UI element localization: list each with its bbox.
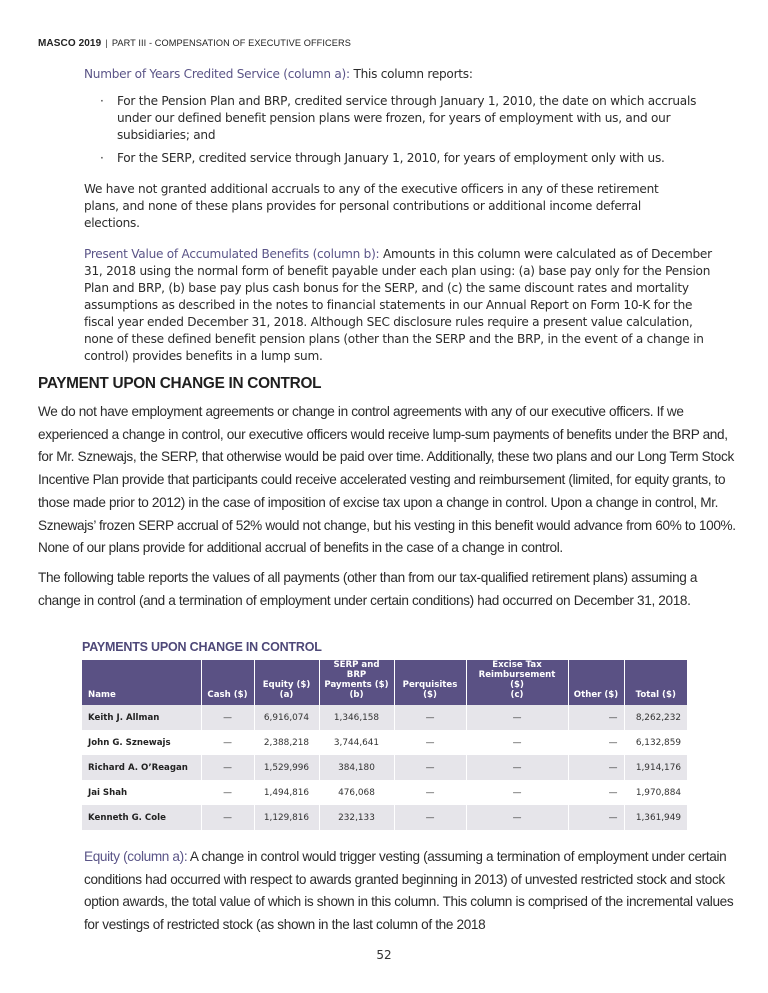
table-row [82,705,687,730]
table-title: PAYMENTS UPON CHANGE IN CONTROL [82,640,322,654]
column-header-serp-brp: SERP and BRP Payments ($) (b) [319,660,394,705]
cell-perquisites: — [394,780,466,805]
bullet-item [100,150,700,167]
cell-cash: — [201,730,254,755]
column-header-other: Other ($) [568,660,624,705]
cell-other: — [568,730,624,755]
cell-cash: — [201,755,254,780]
table-header-row [82,660,687,705]
cell-equity: 1,529,996 [254,755,319,780]
column-header-excise-tax: Excise Tax Reimbursement ($) (c) [466,660,568,705]
section-label: PART III - COMPENSATION OF EXECUTIVE OFFICERS [111,38,351,48]
cell-total: 1,914,176 [624,755,687,780]
present-value-paragraph [84,246,716,365]
cell-total: 1,361,949 [624,805,687,830]
credited-service-text: This column reports: [349,67,473,81]
column-header-cash: Cash ($) [201,660,254,705]
running-header [38,38,351,49]
cell-excise-tax: — [466,755,568,780]
cell-total: 1,970,884 [635,787,681,798]
equity-note-paragraph [84,846,738,937]
bullet-item [100,93,700,144]
cell-other: — [568,780,624,805]
credited-service-paragraph [84,66,704,83]
no-accruals-paragraph: We have not granted additional accruals to any of the executive officers in any of these retirement plans, and none of these plans provides for personal contributions or additional income deferral elections. [84,182,659,230]
cell-equity: 1,494,816 [254,780,319,805]
equity-note-text: A change in control would trigger vesting (assuming a termination of employment under certain conditions had occurred with respect to awards granted beginning in 2013) of unvested restricted stock and stock option awards, the total value of which is shown in this column. This column is comprised of the incremental values for vestings of restricted stock (as shown in the last column of the 2018 [84,849,734,933]
cell-name: Jai Shah [82,780,201,805]
change-in-control-paragraph: We do not have employment agreements or change in control agreements with any of our executive officers. If we experienced a change in control, our executive officers would receive lump-sum payments of benefits under the BRP and, for Mr. Sznewajs, the SERP, that otherwise would be paid over time. Additionally, these two plans and our Long Term Stock Incentive Plan provide that participants could receive accelerated vesting and reimbursement (limited, for equity grants, to those made prior to 2012) in the case of imposition of excise tax upon a change in control. Upon a change in control, Mr. Sznewajs’ frozen SERP accrual of 52% would not change, but his vesting in this benefit would advance from 60% to 100%. None of our plans provide for additional accrual of benefits in the case of a change in control. [38,404,736,556]
cell-perquisites: — [394,755,466,780]
cell-name: Kenneth G. Cole [82,805,201,830]
cell-cash: — [201,705,254,730]
cell-equity: 1,129,816 [254,805,319,830]
bullet-text: For the SERP, credited service through January 1, 2010, for years of employment only with us. [117,151,665,165]
cell-equity: 6,916,074 [254,705,319,730]
table-row [82,730,687,755]
present-value-label: Present Value of Accumulated Benefits (column b): [84,247,380,261]
column-header-name: Name [82,660,201,705]
cell-equity: 2,388,218 [254,730,319,755]
cell-excise-tax: — [466,730,568,755]
credited-service-label: Number of Years Credited Service (column a): [84,67,350,81]
cell-other: — [568,755,624,780]
page-number: 52 [376,948,392,962]
equity-note-label: Equity (column a): [84,849,188,864]
section-heading: PAYMENT UPON CHANGE IN CONTROL [38,375,322,392]
cell-name: Richard A. O’Reagan [82,755,201,780]
table-row [82,780,687,805]
cell-cash: — [201,780,254,805]
cell-excise-tax: — [466,705,568,730]
bullet-text: For the Pension Plan and BRP, credited service through January 1, 2010, the date on which accruals under our defined benefit pension plans were frozen, for years of employment with us, and our subsidiaries; and [117,94,697,142]
cell-perquisites: — [394,705,466,730]
column-header-total: Total ($) [624,660,687,705]
brand-label: MASCO 2019 [38,38,102,49]
cell-other: — [568,805,624,830]
table-row [82,805,687,830]
cell-excise-tax: — [466,805,568,830]
bullet-icon: · [100,94,104,108]
cell-serp-brp: 232,133 [319,805,394,830]
cell-serp-brp: 476,068 [319,780,394,805]
cell-perquisites: — [394,730,466,755]
cell-excise-tax: — [466,780,568,805]
bullet-icon: · [100,151,104,165]
cell-total: 6,132,859 [635,737,681,748]
table-row [82,755,687,780]
cell-cash: — [201,805,254,830]
column-header-perquisites: Perquisites ($) [394,660,466,705]
cell-serp-brp: 384,180 [319,755,394,780]
cell-serp-brp: 3,744,641 [319,730,394,755]
cell-total: 8,262,232 [624,705,687,730]
cell-perquisites: — [394,805,466,830]
cell-other: — [568,705,624,730]
cell-name: John G. Sznewajs [82,730,201,755]
cell-serp-brp: 1,346,158 [319,705,394,730]
table-intro-paragraph: The following table reports the values of all payments (other than from our tax-qualified retirement plans) assuming a change in control (and a termination of employment under certain conditions) had occurred on December 31, 2018. [38,570,698,608]
cell-name: Keith J. Allman [82,705,201,730]
column-header-equity: Equity ($) (a) [254,660,319,705]
present-value-text: Amounts in this column were calculated as of December 31, 2018 using the normal form of benefit payable under each plan using: (a) base pay only for the Pension Plan and BRP, (b) base pay plus cash bonus for the SERP, and (c) the same discount rates and mortality assumptions as described in the notes to financial statements in our Annual Report on Form 10-K for the fiscal year ended December 31, 2018. Although SEC disclosure rules require a present value calculation, none of these defined benefit pension plans (other than the SERP and the BRP, in the event of a change in control) provides benefits in a lump sum. [84,247,712,363]
header-separator: | [105,38,108,49]
payments-table [82,660,687,830]
